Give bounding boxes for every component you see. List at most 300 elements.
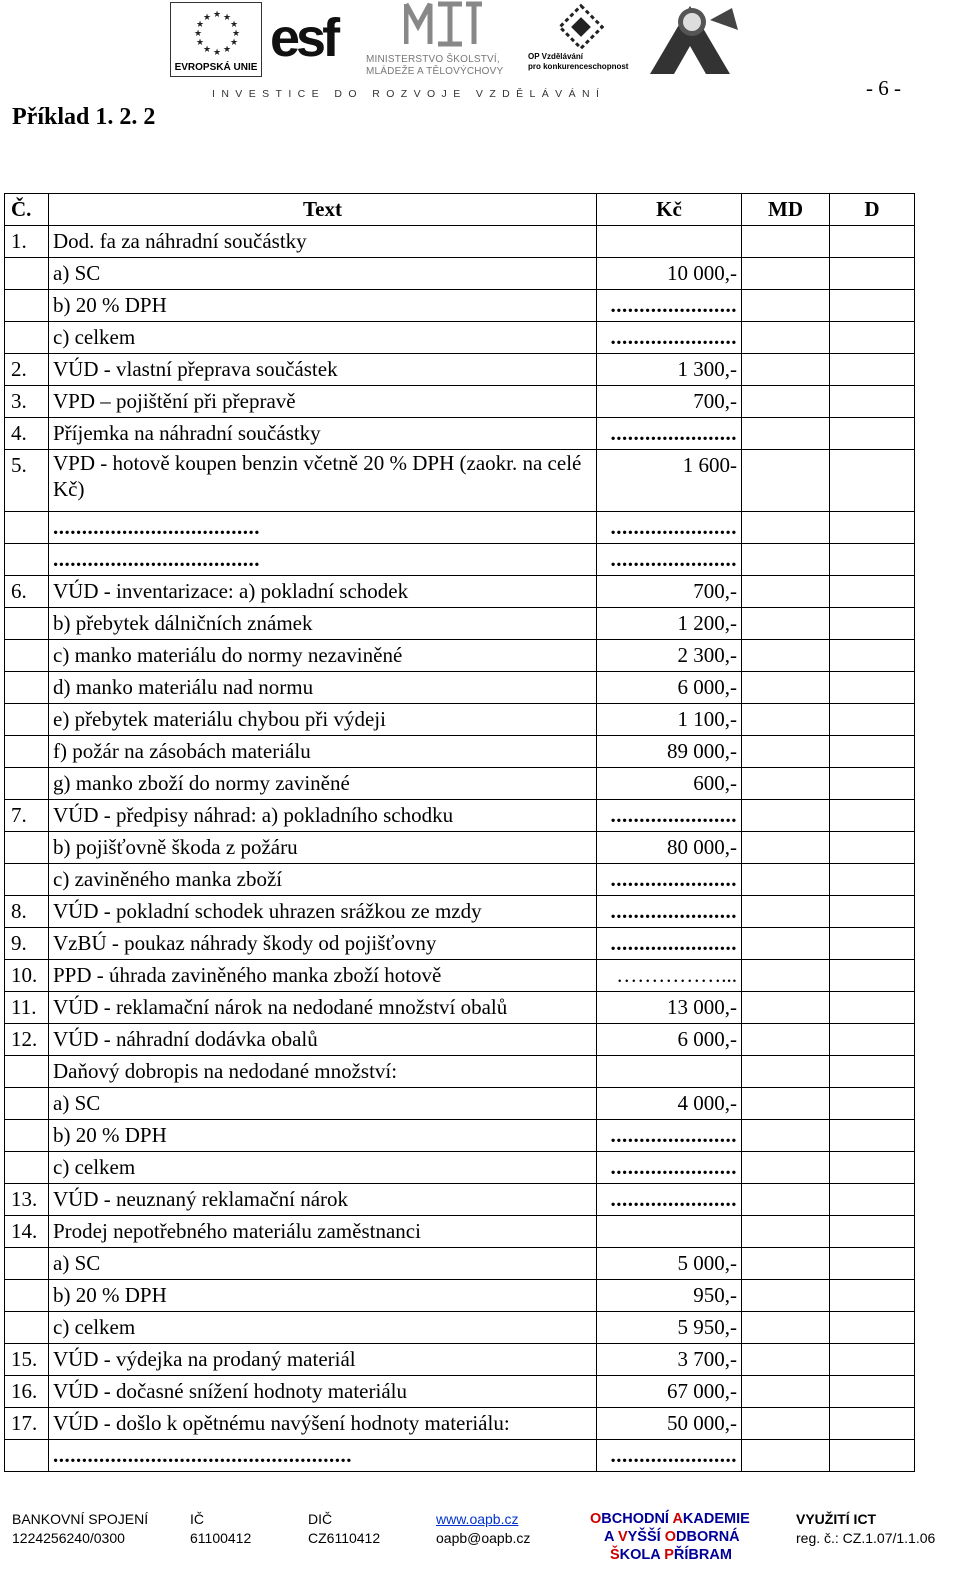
row-num: 8. bbox=[5, 896, 49, 928]
msmt-line-2: MLÁDEŽE A TĚLOVÝCHOVY bbox=[366, 66, 504, 77]
footer-dic bbox=[308, 1510, 380, 1548]
row-amount: 50 000,- bbox=[597, 1408, 742, 1440]
row-num bbox=[5, 1312, 49, 1344]
row-md bbox=[742, 928, 830, 960]
svg-text:★: ★ bbox=[196, 37, 205, 47]
row-amount: 5 000,- bbox=[597, 1248, 742, 1280]
school-mascot-logo bbox=[640, 0, 750, 80]
table-row bbox=[5, 226, 915, 258]
reg-value: reg. č.: CZ.1.07/1.1.06 bbox=[796, 1530, 936, 1546]
row-text: a) SC bbox=[49, 1088, 597, 1120]
row-text: a) SC bbox=[49, 258, 597, 290]
row-d bbox=[830, 1280, 915, 1312]
row-amount: 13 000,- bbox=[597, 992, 742, 1024]
row-num: 12. bbox=[5, 1024, 49, 1056]
row-md bbox=[742, 1024, 830, 1056]
school-mascot-icon bbox=[640, 0, 750, 80]
row-num: 14. bbox=[5, 1216, 49, 1248]
row-d bbox=[830, 896, 915, 928]
table-row bbox=[5, 1376, 915, 1408]
row-num bbox=[5, 736, 49, 768]
row-num: 4. bbox=[5, 418, 49, 450]
row-text: Prodej nepotřebného materiálu zaměstnanci bbox=[49, 1216, 597, 1248]
op-line-1: OP Vzdělávání bbox=[528, 52, 583, 61]
row-amount: 2 300,- bbox=[597, 640, 742, 672]
row-text: d) manko materiálu nad normu bbox=[49, 672, 597, 704]
footer bbox=[0, 1510, 960, 1578]
header-text: Text bbox=[49, 194, 597, 226]
table-row bbox=[5, 1024, 915, 1056]
row-d bbox=[830, 608, 915, 640]
row-md bbox=[742, 1376, 830, 1408]
school-word-3: A bbox=[604, 1529, 618, 1545]
school-initial-p: P bbox=[664, 1547, 674, 1563]
row-d bbox=[830, 512, 915, 544]
row-md bbox=[742, 1280, 830, 1312]
table-row bbox=[5, 704, 915, 736]
row-md bbox=[742, 800, 830, 832]
row-text: VÚD - došlo k opětnému navýšení hodnoty materiálu: bbox=[49, 1408, 597, 1440]
row-md bbox=[742, 258, 830, 290]
row-d bbox=[830, 1184, 915, 1216]
table-row bbox=[5, 1312, 915, 1344]
row-d bbox=[830, 864, 915, 896]
row-d bbox=[830, 1216, 915, 1248]
row-amount: 89 000,- bbox=[597, 736, 742, 768]
op-text bbox=[528, 52, 638, 72]
svg-text:★: ★ bbox=[232, 28, 241, 38]
msmt-logo bbox=[366, 0, 518, 80]
svg-text:★: ★ bbox=[203, 12, 212, 22]
row-num bbox=[5, 1248, 49, 1280]
table-row bbox=[5, 1216, 915, 1248]
school-word-1: BCHODNÍ bbox=[601, 1511, 673, 1527]
row-num bbox=[5, 832, 49, 864]
row-d bbox=[830, 1408, 915, 1440]
table-header-row bbox=[5, 194, 915, 226]
row-d bbox=[830, 800, 915, 832]
row-text: PPD - úhrada zaviněného manka zboží hotově bbox=[49, 960, 597, 992]
school-initial-v: V bbox=[617, 1529, 628, 1545]
row-text: VzBÚ - poukaz náhrady škody od pojišťovny bbox=[49, 928, 597, 960]
row-d bbox=[830, 226, 915, 258]
row-md bbox=[742, 1440, 830, 1472]
row-md bbox=[742, 418, 830, 450]
row-num bbox=[5, 1088, 49, 1120]
row-d bbox=[830, 576, 915, 608]
row-num bbox=[5, 258, 49, 290]
school-initial-s: Š bbox=[610, 1547, 620, 1563]
row-amount: ……………... bbox=[597, 960, 742, 992]
row-text: VÚD - náhradní dodávka obalů bbox=[49, 1024, 597, 1056]
row-amount: 6 000,- bbox=[597, 672, 742, 704]
footer-ic bbox=[190, 1510, 251, 1548]
row-amount: 4 000,- bbox=[597, 1088, 742, 1120]
row-num bbox=[5, 1120, 49, 1152]
ict-label: VYUŽITÍ ICT bbox=[796, 1511, 877, 1527]
row-num: 15. bbox=[5, 1344, 49, 1376]
table-row bbox=[5, 928, 915, 960]
row-d bbox=[830, 960, 915, 992]
row-num bbox=[5, 864, 49, 896]
row-md bbox=[742, 736, 830, 768]
row-amount: ...................... bbox=[597, 800, 742, 832]
row-md bbox=[742, 386, 830, 418]
ic-label: IČ bbox=[190, 1511, 204, 1527]
row-d bbox=[830, 1120, 915, 1152]
svg-text:★: ★ bbox=[196, 19, 205, 29]
row-num bbox=[5, 1280, 49, 1312]
row-md bbox=[742, 832, 830, 864]
row-text: VÚD - reklamační nárok na nedodané množství obalů bbox=[49, 992, 597, 1024]
row-md bbox=[742, 672, 830, 704]
op-diamond-icon bbox=[556, 2, 606, 52]
dic-label: DIČ bbox=[308, 1511, 333, 1527]
footer-school bbox=[590, 1510, 750, 1564]
table-row bbox=[5, 1056, 915, 1088]
row-amount: 1 300,- bbox=[597, 354, 742, 386]
table-row bbox=[5, 1088, 915, 1120]
table-row bbox=[5, 736, 915, 768]
row-text: Dod. fa za náhradní součástky bbox=[49, 226, 597, 258]
row-amount: ...................... bbox=[597, 1440, 742, 1472]
row-num: 2. bbox=[5, 354, 49, 386]
row-md bbox=[742, 450, 830, 512]
op-logo bbox=[528, 0, 638, 80]
school-initial-a: A bbox=[672, 1511, 683, 1527]
school-word-5: DBORNÁ bbox=[676, 1529, 740, 1545]
row-md bbox=[742, 992, 830, 1024]
row-text: VÚD - pokladní schodek uhrazen srážkou ze mzdy bbox=[49, 896, 597, 928]
row-amount: ...................... bbox=[597, 1184, 742, 1216]
bank-label: BANKOVNÍ SPOJENÍ bbox=[12, 1511, 149, 1527]
row-amount bbox=[597, 1216, 742, 1248]
row-md bbox=[742, 768, 830, 800]
footer-contact bbox=[436, 1510, 530, 1548]
row-d bbox=[830, 640, 915, 672]
table-row bbox=[5, 1120, 915, 1152]
row-md bbox=[742, 1120, 830, 1152]
row-d bbox=[830, 418, 915, 450]
email-text[interactable]: oapb@oapb.cz bbox=[436, 1530, 531, 1546]
row-md bbox=[742, 1056, 830, 1088]
row-amount: ...................... bbox=[597, 864, 742, 896]
row-d bbox=[830, 736, 915, 768]
row-amount: 10 000,- bbox=[597, 258, 742, 290]
row-num: 9. bbox=[5, 928, 49, 960]
investice-tagline: INVESTICE DO ROZVOJE VZDĚLÁVÁNÍ bbox=[212, 88, 606, 100]
row-amount: 1 200,- bbox=[597, 608, 742, 640]
row-md bbox=[742, 322, 830, 354]
row-amount: 80 000,- bbox=[597, 832, 742, 864]
row-d bbox=[830, 832, 915, 864]
row-num bbox=[5, 1056, 49, 1088]
row-num bbox=[5, 672, 49, 704]
row-d bbox=[830, 1248, 915, 1280]
row-text: c) celkem bbox=[49, 1152, 597, 1184]
row-md bbox=[742, 1248, 830, 1280]
row-amount bbox=[597, 1056, 742, 1088]
table-row bbox=[5, 1280, 915, 1312]
row-text: VÚD - vlastní přeprava součástek bbox=[49, 354, 597, 386]
row-text: g) manko zboží do normy zaviněné bbox=[49, 768, 597, 800]
table-row bbox=[5, 544, 915, 576]
table-row bbox=[5, 1248, 915, 1280]
table-row bbox=[5, 960, 915, 992]
row-amount: ...................... bbox=[597, 544, 742, 576]
row-md bbox=[742, 1408, 830, 1440]
accounting-table bbox=[4, 193, 915, 1472]
row-num: 16. bbox=[5, 1376, 49, 1408]
row-d bbox=[830, 1312, 915, 1344]
row-md bbox=[742, 704, 830, 736]
row-num: 1. bbox=[5, 226, 49, 258]
row-d bbox=[830, 672, 915, 704]
table-row bbox=[5, 896, 915, 928]
row-num bbox=[5, 1152, 49, 1184]
row-d bbox=[830, 322, 915, 354]
row-text: .................................... bbox=[49, 544, 597, 576]
table-row bbox=[5, 258, 915, 290]
row-amount: 950,- bbox=[597, 1280, 742, 1312]
table-row bbox=[5, 450, 915, 512]
svg-text:★: ★ bbox=[213, 47, 222, 55]
row-amount: ...................... bbox=[597, 322, 742, 354]
row-md bbox=[742, 290, 830, 322]
row-amount bbox=[597, 226, 742, 258]
row-md bbox=[742, 1088, 830, 1120]
row-text: b) 20 % DPH bbox=[49, 1120, 597, 1152]
row-num: 17. bbox=[5, 1408, 49, 1440]
row-text: b) 20 % DPH bbox=[49, 290, 597, 322]
row-md bbox=[742, 896, 830, 928]
row-text: b) přebytek dálničních známek bbox=[49, 608, 597, 640]
row-num bbox=[5, 544, 49, 576]
row-amount: 3 700,- bbox=[597, 1344, 742, 1376]
table-row bbox=[5, 672, 915, 704]
school-word-7: ŘÍBRAM bbox=[673, 1547, 732, 1563]
web-link[interactable]: www.oapb.cz bbox=[436, 1511, 519, 1527]
row-d bbox=[830, 258, 915, 290]
row-num: 11. bbox=[5, 992, 49, 1024]
esf-label: esf bbox=[270, 8, 337, 68]
row-md bbox=[742, 1344, 830, 1376]
table-row bbox=[5, 1440, 915, 1472]
school-initial-o: O bbox=[590, 1511, 602, 1527]
row-num bbox=[5, 768, 49, 800]
row-num bbox=[5, 512, 49, 544]
row-md bbox=[742, 512, 830, 544]
row-text: f) požár na zásobách materiálu bbox=[49, 736, 597, 768]
row-d bbox=[830, 704, 915, 736]
row-text: b) pojišťovně škoda z požáru bbox=[49, 832, 597, 864]
row-md bbox=[742, 960, 830, 992]
table-row bbox=[5, 1184, 915, 1216]
row-d bbox=[830, 928, 915, 960]
school-word-2: KADEMIE bbox=[682, 1511, 750, 1527]
svg-text:★: ★ bbox=[223, 12, 232, 22]
svg-text:★: ★ bbox=[230, 19, 239, 29]
row-num: 6. bbox=[5, 576, 49, 608]
school-line-1 bbox=[590, 1510, 750, 1528]
table-row bbox=[5, 576, 915, 608]
table-row bbox=[5, 1152, 915, 1184]
row-d bbox=[830, 354, 915, 386]
eu-logo bbox=[170, 2, 262, 77]
row-d bbox=[830, 290, 915, 322]
table-row bbox=[5, 832, 915, 864]
row-d bbox=[830, 992, 915, 1024]
row-amount: ...................... bbox=[597, 290, 742, 322]
row-d bbox=[830, 386, 915, 418]
row-md bbox=[742, 1184, 830, 1216]
row-md bbox=[742, 226, 830, 258]
table-row bbox=[5, 1344, 915, 1376]
row-amount: ...................... bbox=[597, 1120, 742, 1152]
row-text: VÚD - dočasné snížení hodnoty materiálu bbox=[49, 1376, 597, 1408]
svg-text:★: ★ bbox=[230, 37, 239, 47]
msmt-mark-icon bbox=[404, 0, 484, 48]
row-text: Daňový dobropis na nedodané množství: bbox=[49, 1056, 597, 1088]
row-d bbox=[830, 450, 915, 512]
svg-text:★: ★ bbox=[203, 44, 212, 54]
row-num bbox=[5, 608, 49, 640]
row-md bbox=[742, 640, 830, 672]
table-row bbox=[5, 768, 915, 800]
op-line-2: pro konkurenceschopnost bbox=[528, 62, 629, 71]
row-num: 5. bbox=[5, 450, 49, 512]
table-row bbox=[5, 640, 915, 672]
row-md bbox=[742, 354, 830, 386]
school-line-3 bbox=[590, 1546, 750, 1564]
svg-text:★: ★ bbox=[223, 44, 232, 54]
school-word-4: YŠŠÍ bbox=[627, 1529, 665, 1545]
row-text: c) celkem bbox=[49, 322, 597, 354]
school-line-2 bbox=[590, 1528, 750, 1546]
row-text: b) 20 % DPH bbox=[49, 1280, 597, 1312]
svg-text:★: ★ bbox=[213, 9, 222, 19]
row-amount: 5 950,- bbox=[597, 1312, 742, 1344]
row-amount: 1 100,- bbox=[597, 704, 742, 736]
row-text: e) přebytek materiálu chybou při výdeji bbox=[49, 704, 597, 736]
row-d bbox=[830, 1056, 915, 1088]
row-d bbox=[830, 1440, 915, 1472]
school-initial-o2: O bbox=[664, 1529, 676, 1545]
row-md bbox=[742, 1152, 830, 1184]
header-md: MD bbox=[742, 194, 830, 226]
row-amount: 600,- bbox=[597, 768, 742, 800]
row-md bbox=[742, 1216, 830, 1248]
row-num: 10. bbox=[5, 960, 49, 992]
row-amount: 6 000,- bbox=[597, 1024, 742, 1056]
row-d bbox=[830, 1152, 915, 1184]
row-md bbox=[742, 544, 830, 576]
row-text: VPD - hotově koupen benzin včetně 20 % DPH (zaokr. na celé Kč) bbox=[49, 450, 597, 512]
msmt-line-1: MINISTERSTVO ŠKOLSTVÍ, bbox=[366, 54, 500, 65]
row-text: .................................................... bbox=[49, 1440, 597, 1472]
row-num: 3. bbox=[5, 386, 49, 418]
bank-value: 1224256240/0300 bbox=[12, 1530, 125, 1546]
table-row bbox=[5, 1408, 915, 1440]
row-amount: 1 600- bbox=[597, 450, 742, 512]
header-num: Č. bbox=[5, 194, 49, 226]
footer-bank bbox=[12, 1510, 148, 1548]
row-text: a) SC bbox=[49, 1248, 597, 1280]
row-amount: ...................... bbox=[597, 1152, 742, 1184]
row-text: VÚD - výdejka na prodaný materiál bbox=[49, 1344, 597, 1376]
row-num bbox=[5, 704, 49, 736]
row-num bbox=[5, 322, 49, 354]
row-text: VÚD - inventarizace: a) pokladní schodek bbox=[49, 576, 597, 608]
table-row bbox=[5, 354, 915, 386]
row-text: c) celkem bbox=[49, 1312, 597, 1344]
table-row bbox=[5, 322, 915, 354]
row-num: 13. bbox=[5, 1184, 49, 1216]
table-row bbox=[5, 386, 915, 418]
row-md bbox=[742, 1312, 830, 1344]
row-num bbox=[5, 640, 49, 672]
footer-ict bbox=[796, 1510, 935, 1548]
row-d bbox=[830, 1024, 915, 1056]
row-amount: 700,- bbox=[597, 576, 742, 608]
row-md bbox=[742, 864, 830, 896]
eu-stars-icon bbox=[187, 9, 245, 55]
eu-label: EVROPSKÁ UNIE bbox=[174, 62, 258, 73]
svg-text:★: ★ bbox=[194, 28, 203, 38]
ic-value: 61100412 bbox=[190, 1530, 252, 1546]
row-num: 7. bbox=[5, 800, 49, 832]
table-row bbox=[5, 608, 915, 640]
row-d bbox=[830, 1344, 915, 1376]
row-amount: ...................... bbox=[597, 418, 742, 450]
esf-logo bbox=[270, 0, 360, 78]
row-amount: ...................... bbox=[597, 928, 742, 960]
row-md bbox=[742, 608, 830, 640]
row-text: Příjemka na náhradní součástky bbox=[49, 418, 597, 450]
table-row bbox=[5, 418, 915, 450]
dic-value: CZ6110412 bbox=[308, 1530, 381, 1546]
row-d bbox=[830, 1376, 915, 1408]
row-text: c) zaviněného manka zboží bbox=[49, 864, 597, 896]
table-row bbox=[5, 800, 915, 832]
header-d: D bbox=[830, 194, 915, 226]
row-text: c) manko materiálu do normy nezaviněné bbox=[49, 640, 597, 672]
row-amount: ...................... bbox=[597, 896, 742, 928]
header-kc: Kč bbox=[597, 194, 742, 226]
table-row bbox=[5, 992, 915, 1024]
row-amount: 700,- bbox=[597, 386, 742, 418]
row-text: VÚD - předpisy náhrad: a) pokladního schodku bbox=[49, 800, 597, 832]
row-text: VÚD - neuznaný reklamační nárok bbox=[49, 1184, 597, 1216]
row-num bbox=[5, 1440, 49, 1472]
row-d bbox=[830, 544, 915, 576]
table-row bbox=[5, 864, 915, 896]
school-word-6: KOLA bbox=[619, 1547, 665, 1563]
row-num bbox=[5, 290, 49, 322]
row-md bbox=[742, 576, 830, 608]
row-amount: 67 000,- bbox=[597, 1376, 742, 1408]
page-number: - 6 - bbox=[866, 76, 901, 100]
row-d bbox=[830, 1088, 915, 1120]
row-amount: ...................... bbox=[597, 512, 742, 544]
row-d bbox=[830, 768, 915, 800]
page-title: Příklad 1. 2. 2 bbox=[12, 104, 156, 130]
row-text: .................................... bbox=[49, 512, 597, 544]
table-row bbox=[5, 512, 915, 544]
logo-strip bbox=[170, 0, 750, 90]
row-text: VPD – pojištění při přepravě bbox=[49, 386, 597, 418]
table-row bbox=[5, 290, 915, 322]
